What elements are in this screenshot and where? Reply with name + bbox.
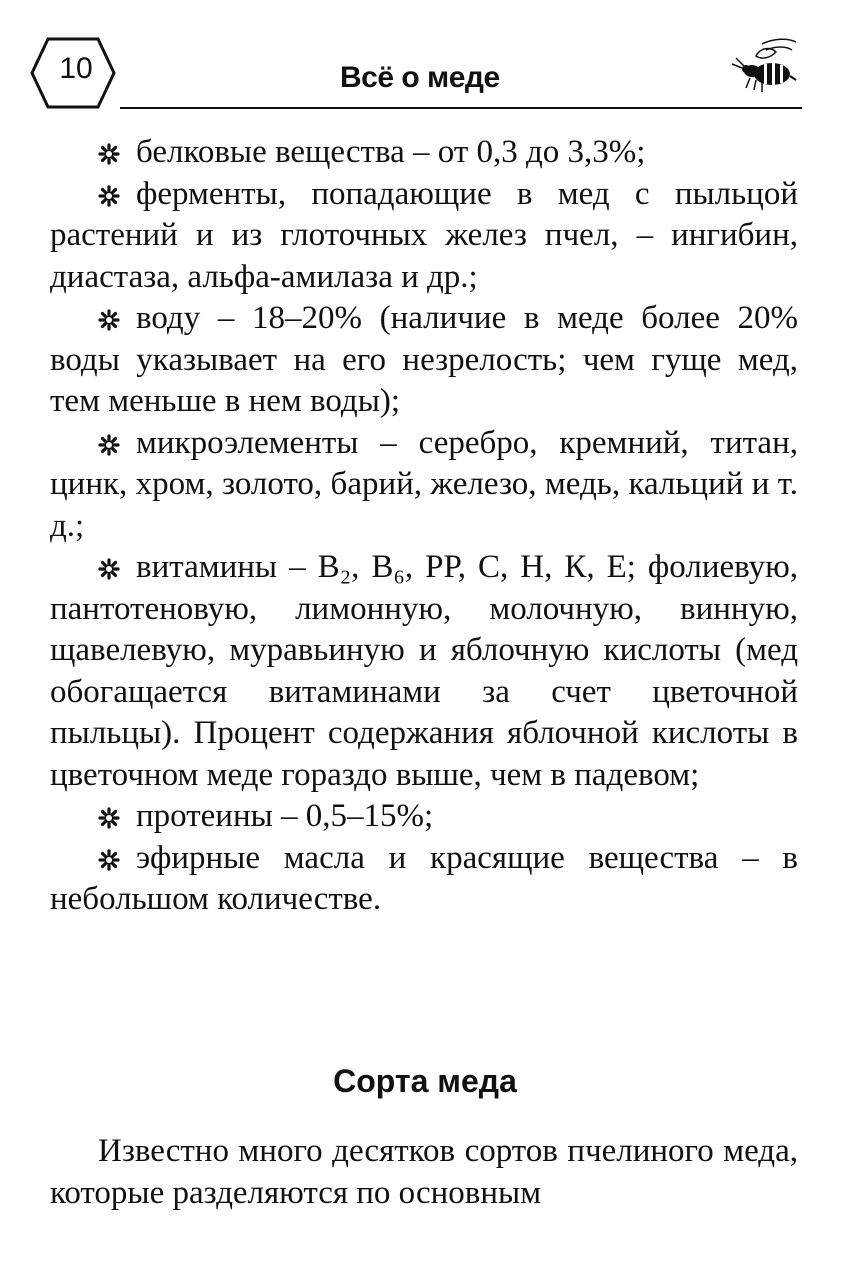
page-number: 10	[59, 52, 93, 85]
list-item-text: белковые вещества – от 0,3 до 3,3%;	[136, 134, 646, 170]
header-rule	[120, 107, 802, 109]
list-item-text: витамины – В₂, В₆, РР, С, Н, К, Е; фолиевую, пантотеновую, лимонную, молочную, винную, щавелевую, муравьиную и яблочную кислоты (мед обогащается витаминами за счет цветочной пыльцы). Процент содержания яблочной кислоты в цветочном меде гораздо выше, чем в падевом;	[50, 549, 798, 793]
asterisk-flower-icon	[98, 423, 120, 465]
page-number-badge	[28, 36, 118, 110]
list-item-text: эфирные масла и красящие вещества – в небольшом количестве.	[50, 839, 798, 917]
bee-icon	[722, 36, 802, 108]
asterisk-flower-icon	[98, 174, 120, 216]
asterisk-flower-icon	[98, 132, 120, 174]
list-item	[50, 838, 798, 921]
list-item	[50, 423, 798, 548]
list-item-text: воду – 18–20% (наличие в меде более 20% воды указывает на его незрелость; чем гуще мед, тем меньше в нем воды);	[50, 300, 798, 419]
asterisk-flower-icon	[98, 298, 120, 340]
list-item	[50, 796, 798, 838]
list-item-text: ферменты, попадающие в мед с пыльцой растений и из глоточных желез пчел, – ингибин, диастаза, альфа-амилаза и др.;	[50, 175, 798, 295]
page-header	[28, 36, 800, 116]
asterisk-flower-icon	[98, 838, 120, 880]
list-item	[50, 174, 798, 299]
list-item	[50, 547, 798, 796]
list-item-text: микроэлементы – серебро, кремний, титан, цинк, хром, золото, барий, железо, медь, кальций и т. д.;	[50, 424, 798, 544]
list-item-text: протеины – 0,5–15%;	[136, 798, 434, 834]
section-heading: Сорта меда	[333, 1063, 517, 1099]
running-title: Всё о меде	[340, 61, 500, 94]
asterisk-flower-icon	[98, 796, 120, 838]
body-paragraph: Известно много десятков сортов пчелиного меда, которые разделяются по основным	[50, 1133, 798, 1211]
list-item	[50, 298, 798, 423]
asterisk-flower-icon	[98, 547, 120, 589]
ingredient-list	[50, 132, 798, 921]
list-item	[50, 132, 798, 174]
